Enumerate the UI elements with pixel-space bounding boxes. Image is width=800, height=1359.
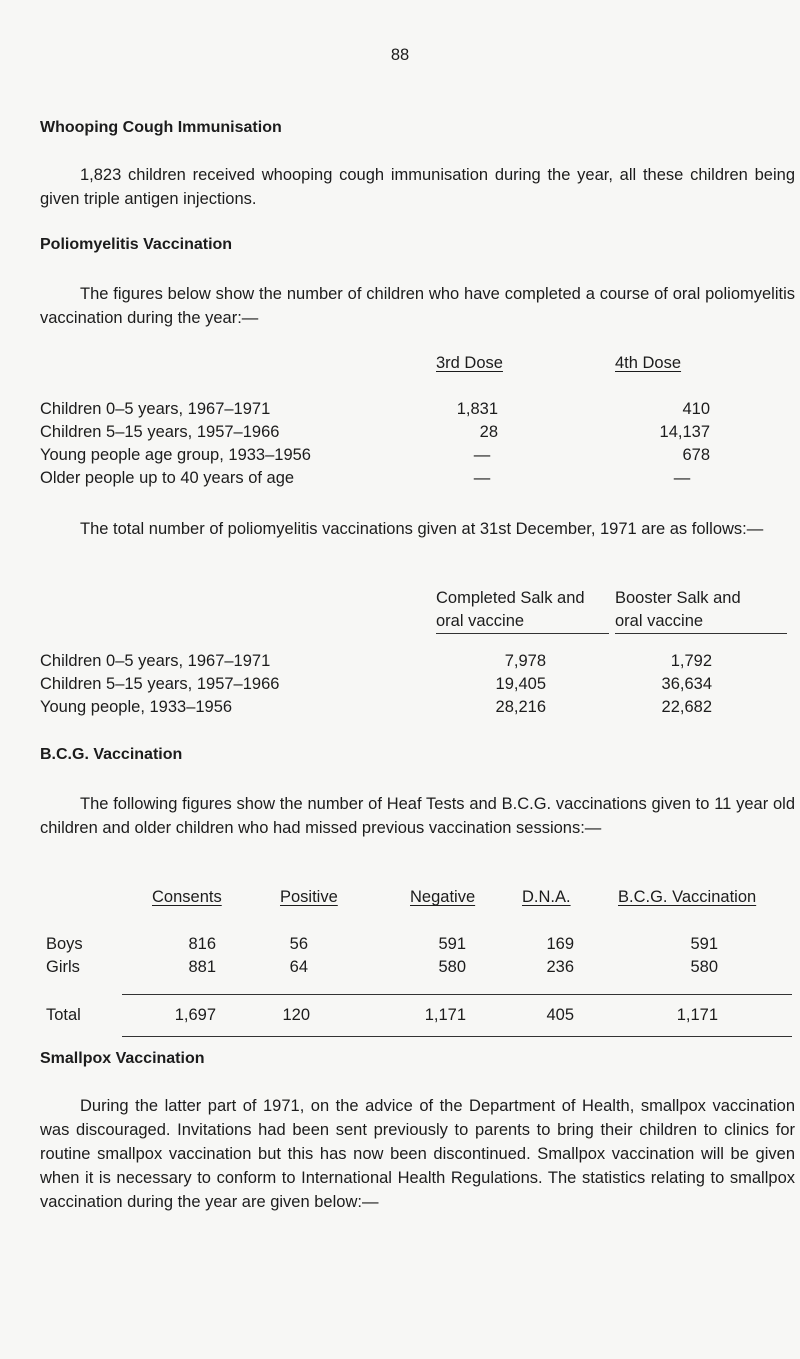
cell-consents: 881	[188, 958, 216, 976]
cell-3rd-dose: 28	[479, 423, 498, 441]
row-label: Young people age group, 1933–1956	[40, 446, 311, 464]
total-rule-bottom	[122, 1036, 792, 1037]
cell-4th-dose: 410	[682, 400, 710, 418]
cell-dna: 236	[546, 958, 574, 976]
col-header-negative: Negative	[410, 888, 476, 906]
total-rule-top	[122, 994, 792, 995]
cell-negative: 580	[438, 958, 466, 976]
row-label: Young people, 1933–1956	[40, 698, 233, 716]
bcg-paragraph: The following figures show the number of Heaf Tests and B.C.G. vaccinations given to 11 year old children and older children who had missed previous vaccination sessions:—	[40, 795, 795, 837]
section-heading-bcg: B.C.G. Vaccination	[40, 746, 183, 763]
cell-4th-dose: 14,137	[659, 423, 710, 441]
cell-completed: 19,405	[495, 675, 546, 693]
row-label: Total	[46, 1006, 81, 1024]
row-label: Children 5–15 years, 1957–1966	[40, 675, 280, 693]
cell-3rd-dose: —	[473, 446, 491, 464]
section-heading-smallpox: Smallpox Vaccination	[40, 1050, 205, 1067]
cell-negative: 591	[438, 935, 466, 953]
col-header-completed-line2: oral vaccine	[436, 612, 525, 630]
polio-intro-paragraph: The figures below show the number of children who have completed a course of oral poliomyelitis vaccination during the year:—	[40, 285, 795, 327]
cell-4th-dose: 678	[682, 446, 710, 464]
cell-positive: 64	[289, 958, 308, 976]
col-header-booster-line2: oral vaccine	[615, 612, 704, 630]
section-heading-whooping-cough: Whooping Cough Immunisation	[40, 119, 282, 136]
cell-bcg: 1,171	[676, 1006, 718, 1024]
row-label: Girls	[46, 958, 80, 976]
row-label: Children 0–5 years, 1967–1971	[40, 400, 271, 418]
page-number: 88	[390, 46, 410, 64]
polio-total-paragraph: The total number of poliomyelitis vaccinations given at 31st December, 1971 are as follows:—	[80, 520, 764, 538]
cell-4th-dose: —	[673, 469, 691, 487]
cell-consents: 1,697	[174, 1006, 216, 1024]
row-label: Children 5–15 years, 1957–1966	[40, 423, 280, 441]
cell-bcg: 591	[690, 935, 718, 953]
cell-completed: 28,216	[495, 698, 546, 716]
col-header-dna: D.N.A.	[522, 888, 571, 906]
cell-bcg: 580	[690, 958, 718, 976]
col-underline	[615, 633, 787, 634]
cell-3rd-dose: —	[473, 469, 491, 487]
cell-dna: 169	[546, 935, 574, 953]
col-header-completed-line1: Completed Salk and	[436, 589, 585, 607]
row-label: Boys	[46, 935, 83, 953]
cell-3rd-dose: 1,831	[456, 400, 498, 418]
whooping-cough-paragraph: 1,823 children received whooping cough immunisation during the year, all these children being given triple antigen injections.	[40, 166, 795, 208]
col-header-bcg-vaccination: B.C.G. Vaccination	[618, 888, 757, 906]
row-label: Children 0–5 years, 1967–1971	[40, 652, 271, 670]
section-heading-poliomyelitis: Poliomyelitis Vaccination	[40, 236, 233, 253]
col-header-consents: Consents	[152, 888, 222, 906]
cell-booster: 1,792	[670, 652, 712, 670]
smallpox-paragraph: During the latter part of 1971, on the advice of the Department of Health, smallpox vaccination was discouraged. Invitations had been sent previously to parents to bring their children to clinics for routine smallpox vaccination but this has now been discontinued. Smallpox vaccination will be given when it is necessary to conform to International Health Regulations. The statistics relating to smallpox vaccination during the year are given below:—	[40, 1097, 795, 1211]
col-header-booster-line1: Booster Salk and	[615, 589, 741, 607]
cell-booster: 22,682	[661, 698, 712, 716]
cell-booster: 36,634	[661, 675, 712, 693]
cell-dna: 405	[546, 1006, 574, 1024]
col-header-positive: Positive	[280, 888, 338, 906]
col-underline	[436, 633, 609, 634]
cell-positive: 120	[282, 1006, 310, 1024]
col-header-3rd-dose: 3rd Dose	[436, 354, 503, 372]
col-header-4th-dose: 4th Dose	[615, 354, 682, 372]
row-label: Older people up to 40 years of age	[40, 469, 295, 487]
cell-consents: 816	[188, 935, 216, 953]
cell-completed: 7,978	[504, 652, 546, 670]
cell-negative: 1,171	[424, 1006, 466, 1024]
cell-positive: 56	[289, 935, 308, 953]
